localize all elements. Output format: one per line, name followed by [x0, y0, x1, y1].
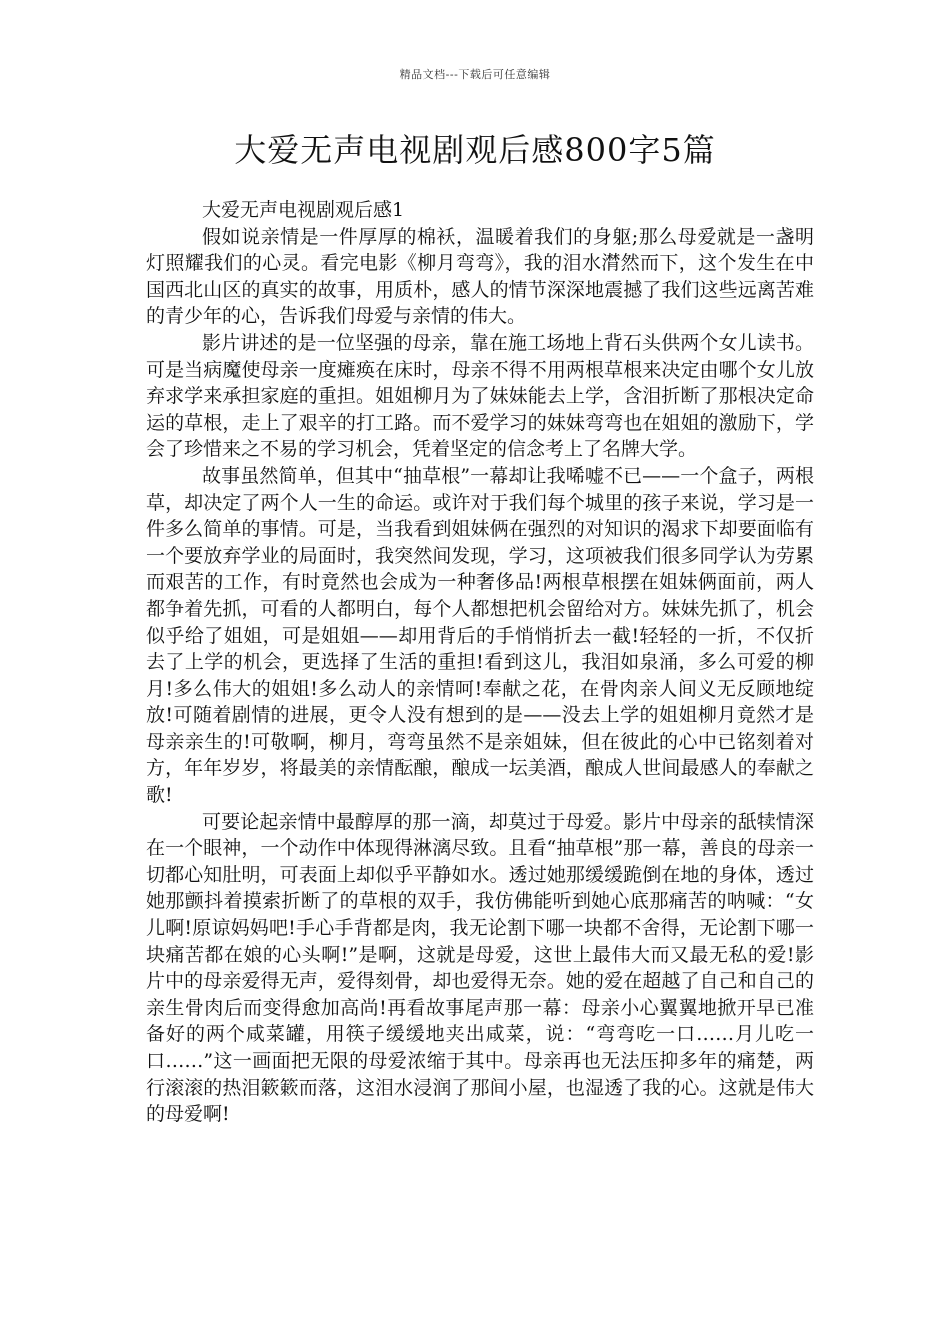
header-note: 精品文档---下载后可任意编辑: [399, 68, 551, 81]
paragraph: 可要论起亲情中最醇厚的那一滴，却莫过于母爱。影片中母亲的舐犊情深在一个眼神，一个动作中体现得淋漓尽致。且看“抽草根”那一幕，善良的母亲一切都心知肚明，可表面上却似乎平静如水。透过她那缓缓跪倒在地的身体，透过她那颤抖着摸索折断了的草根的双手，我仿佛能听到她心底那痛苦的呐喊：“女儿啊!原谅妈妈吧!手心手背都是肉，我无论割下哪一块都不舍得，无论割下哪一块痛苦都在娘的心头啊!”是啊，这就是母爱，这世上最伟大而又最无私的爱!影片中的母亲爱得无声，爱得刻骨，却也爱得无奈。她的爱在超越了自己和自己的亲生骨肉后而变得愈加高尚!再看故事尾声那一幕：母亲小心翼翼地掀开早已准备好的两个咸菜罐，用筷子缓缓地夹出咸菜，说：“弯弯吃一口……月儿吃一口……”这一画面把无限的母爱浓缩于其中。母亲再也无法压抑多年的痛楚，两行滚滚的热泪簌簌而落，这泪水浸润了那间小屋，也湿透了我的心。这就是伟大的母爱啊!: [146, 810, 814, 1126]
document-title: 大爱无声电视剧观后感800字5篇: [234, 131, 716, 169]
paragraph: 假如说亲情是一件厚厚的棉袄，温暖着我们的身躯;那么母爱就是一盏明灯照耀我们的心灵。看完电影《柳月弯弯》，我的泪水潸然而下，这个发生在中国西北山区的真实的故事，用质朴，感人的情节深深地震撼了我们这些远离苦难的青少年的心，告诉我们母爱与亲情的伟大。: [146, 225, 814, 328]
paragraph: 影片讲述的是一位坚强的母亲，靠在施工场地上背石头供两个女儿读书。可是当病魔使母亲一度瘫痪在床时，母亲不得不用两根草根来决定由哪个女儿放弃求学来承担家庭的重担。姐姐柳月为了妹妹能去上学，含泪折断了那根决定命运的草根，走上了艰辛的打工路。而不爱学习的妹妹弯弯也在姐姐的激励下，学会了珍惜来之不易的学习机会，凭着坚定的信念考上了名牌大学。: [146, 331, 814, 461]
paragraph: 故事虽然简单，但其中“抽草根”一幕却让我唏嘘不已——一个盒子，两根草，却决定了两个人一生的命运。或许对于我们每个城里的孩子来说，学习是一件多么简单的事情。可是，当我看到姐妹俩在强烈的对知识的渴求下却要面临有一个要放弃学业的局面时，我突然间发现，学习，这项被我们很多同学认为劳累而艰苦的工作，有时竟然也会成为一种奢侈品!两根草根摆在姐妹俩面前，两人都争着先抓，可看的人都明白，每个人都想把机会留给对方。妹妹先抓了，机会似乎给了姐姐，可是姐姐——却用背后的手悄悄折去一截!轻轻的一折，不仅折去了上学的机会，更选择了生活的重担!看到这儿，我泪如泉涌，多么可爱的柳月!多么伟大的姐姐!多么动人的亲情呵!奉献之花，在骨肉亲人间义无反顾地绽放!可随着剧情的进展，更令人没有想到的是——没去上学的姐姐柳月竟然才是母亲亲生的!可敬啊，柳月，弯弯虽然不是亲姐妹，但在彼此的心中已铭刻着对方，年年岁岁，将最美的亲情酝酿，酿成一坛美酒，酿成人世间最感人的奉献之歌!: [146, 464, 814, 807]
document-body: [146, 197, 814, 1128]
section-heading: 大爱无声电视剧观后感1: [202, 199, 405, 221]
